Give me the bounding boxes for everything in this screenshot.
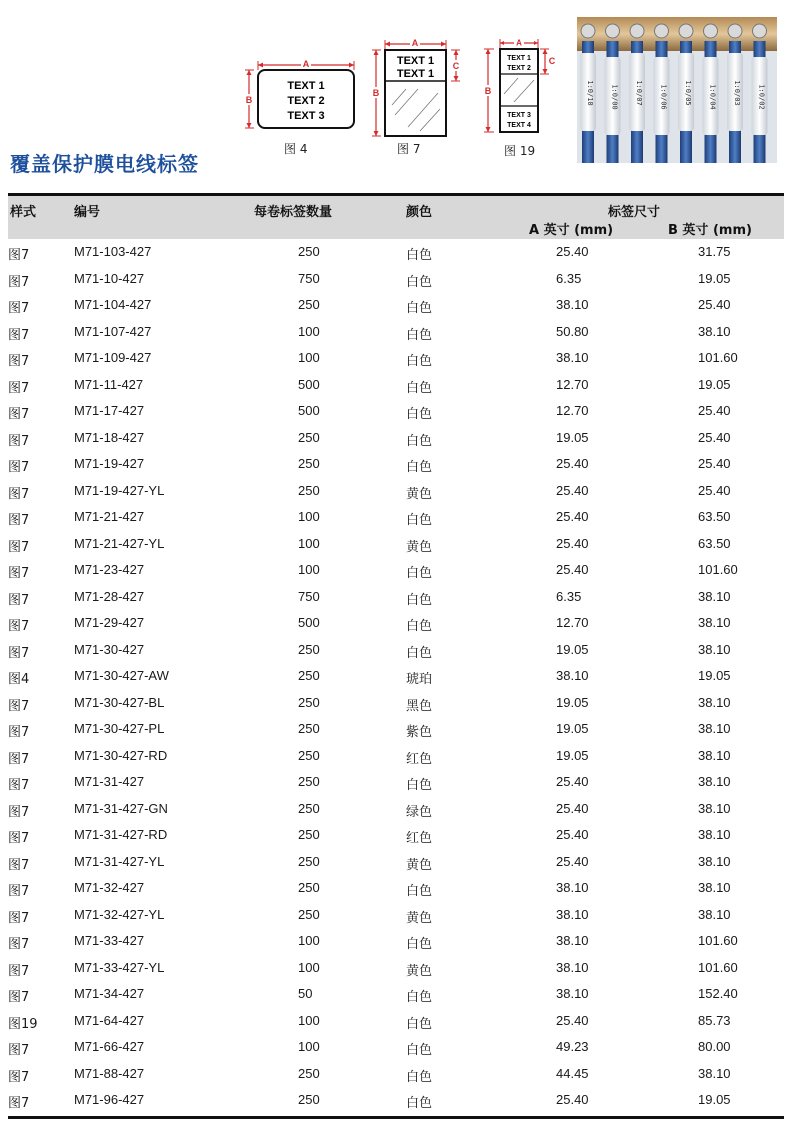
- figure-19-dim-a: A: [516, 38, 522, 48]
- qty-cell: 250: [298, 456, 320, 471]
- table-row: [8, 557, 784, 584]
- terminal-screw: [630, 24, 644, 38]
- color-cell: 白色: [406, 354, 433, 369]
- b-size-cell: 101.60: [698, 933, 738, 948]
- style-cell: 图7: [8, 301, 30, 316]
- table-row: [8, 769, 784, 796]
- a-size-cell: 38.10: [556, 959, 589, 975]
- a-size-cell: 44.45: [556, 1065, 589, 1081]
- table-row: [8, 955, 784, 982]
- color-cell: 红色: [406, 751, 433, 767]
- a-size-cell: 19.05: [556, 641, 589, 657]
- part-no-cell: M71-109-427: [74, 350, 152, 365]
- part-no-cell: M71-34-427: [74, 986, 145, 1001]
- qty-cell: 250: [298, 429, 320, 445]
- a-size-cell: 50.80: [556, 323, 589, 339]
- part-no-cell: M71-31-427-YL: [74, 853, 165, 869]
- b-size-cell: 38.10: [698, 588, 731, 604]
- color-cell: 白色: [406, 380, 433, 396]
- figure-7-diagram: [368, 35, 478, 143]
- terminal-screw: [728, 24, 742, 38]
- part-no-cell: M71-107-427: [74, 323, 152, 339]
- qty-cell: 250: [298, 641, 320, 657]
- marker-text: 1:0/07: [635, 80, 643, 106]
- b-size-cell: 25.40: [698, 456, 731, 471]
- style-cell: 图7: [8, 698, 30, 714]
- terminal-screw: [753, 24, 767, 38]
- header-b-size: B 英寸 (mm): [668, 223, 752, 238]
- marker-text: 1:0/10: [586, 80, 594, 106]
- b-size-cell: 19.05: [698, 1092, 731, 1107]
- a-size-cell: 25.40: [556, 774, 589, 789]
- wire-marker-photo: [577, 17, 777, 163]
- figure-7-line-1: TEXT 1: [396, 55, 435, 67]
- b-size-cell: 19.05: [698, 270, 731, 286]
- color-cell: 紫色: [406, 725, 433, 740]
- table-row: [8, 849, 784, 876]
- part-no-cell: M71-21-427-YL: [74, 535, 165, 551]
- qty-cell: 250: [298, 482, 320, 498]
- table-row: [8, 716, 784, 743]
- color-cell: 白色: [406, 407, 433, 422]
- figure-4-diagram: [240, 56, 360, 136]
- figure-4-line-1: TEXT 1: [287, 80, 325, 92]
- style-cell: 图4: [8, 672, 30, 687]
- part-no-cell: M71-11-427: [74, 376, 144, 392]
- header-size-group: 标签尺寸: [608, 205, 661, 220]
- color-cell: 白色: [406, 327, 433, 343]
- table-top-rule: [8, 193, 784, 196]
- part-no-cell: M71-32-427-YL: [74, 906, 165, 922]
- figure-19-line-1: TEXT 1: [507, 55, 531, 62]
- color-cell: 白色: [406, 566, 433, 581]
- part-no-cell: M71-30-427-RD: [74, 747, 168, 763]
- style-cell: 图7: [8, 645, 30, 661]
- part-no-cell: M71-103-427: [74, 244, 152, 259]
- color-cell: 白色: [406, 937, 433, 952]
- qty-cell: 250: [298, 906, 320, 922]
- table-row: [8, 796, 784, 823]
- qty-cell: 750: [298, 270, 320, 286]
- b-size-cell: 38.10: [698, 774, 731, 789]
- qty-cell: 500: [298, 403, 320, 418]
- color-cell: 白色: [406, 513, 433, 528]
- part-no-cell: M71-30-427-AW: [74, 668, 169, 683]
- b-size-cell: 63.50: [698, 509, 731, 524]
- style-cell: 图7: [8, 407, 30, 422]
- color-cell: 白色: [406, 1043, 433, 1058]
- part-no-cell: M71-66-427: [74, 1039, 145, 1054]
- table-row: [8, 902, 784, 929]
- b-size-cell: 38.10: [698, 827, 731, 842]
- qty-cell: 50: [298, 986, 313, 1001]
- qty-cell: 500: [298, 615, 320, 630]
- style-cell: 图7: [8, 831, 30, 846]
- a-size-cell: 25.40: [556, 456, 589, 471]
- color-cell: 白色: [406, 301, 433, 316]
- part-no-cell: M71-88-427: [74, 1065, 145, 1081]
- style-cell: 图7: [8, 910, 30, 926]
- color-cell: 黄色: [406, 539, 433, 555]
- qty-cell: 250: [298, 297, 320, 312]
- a-size-cell: 19.05: [556, 429, 589, 445]
- style-cell: 图7: [8, 963, 30, 979]
- qty-cell: 100: [298, 959, 320, 975]
- a-size-cell: 12.70: [556, 615, 589, 630]
- color-cell: 黄色: [406, 857, 433, 873]
- a-size-cell: 38.10: [556, 297, 589, 312]
- figure-4-caption: 图 4: [284, 142, 308, 156]
- part-no-cell: M71-30-427-PL: [74, 721, 165, 736]
- part-no-cell: M71-19-427-YL: [74, 482, 165, 498]
- qty-cell: 250: [298, 747, 320, 763]
- figure-4-line-3: TEXT 3: [287, 110, 325, 122]
- table-row: [8, 531, 784, 558]
- a-size-cell: 25.40: [556, 853, 589, 869]
- table-row: [8, 690, 784, 717]
- color-cell: 黄色: [406, 963, 433, 979]
- table-row: [8, 504, 784, 531]
- style-cell: 图7: [8, 354, 30, 369]
- figure-19-dim-b: B: [484, 86, 492, 96]
- section-title: 覆盖保护膜电线标签: [10, 152, 199, 176]
- part-no-cell: M71-30-427-BL: [74, 694, 165, 710]
- style-cell: 图7: [8, 380, 30, 396]
- a-size-cell: 49.23: [556, 1039, 589, 1054]
- figure-7-dim-b: B: [372, 88, 380, 98]
- b-size-cell: 38.10: [698, 694, 731, 710]
- figure-4: [240, 56, 360, 136]
- b-size-cell: 25.40: [698, 403, 731, 418]
- b-size-cell: 25.40: [698, 482, 731, 498]
- a-size-cell: 25.40: [556, 827, 589, 842]
- color-cell: 黑色: [406, 698, 433, 714]
- b-size-cell: 63.50: [698, 535, 731, 551]
- table-row: [8, 372, 784, 399]
- color-cell: 白色: [406, 778, 433, 793]
- qty-cell: 100: [298, 1039, 320, 1054]
- figure-19: [478, 36, 563, 138]
- header-color: 颜色: [406, 205, 433, 220]
- table-row: [8, 266, 784, 293]
- a-size-cell: 25.40: [556, 800, 589, 816]
- b-size-cell: 38.10: [698, 800, 731, 816]
- table-row: [8, 875, 784, 902]
- figure-4-line-2: TEXT 2: [287, 95, 325, 107]
- marker-text: 1:0/04: [708, 84, 717, 110]
- part-no-cell: M71-30-427: [74, 641, 145, 657]
- qty-cell: 100: [298, 350, 320, 365]
- table-row: [8, 425, 784, 452]
- table-row: [8, 584, 784, 611]
- part-no-cell: M71-31-427-GN: [74, 800, 168, 816]
- a-size-cell: 38.10: [556, 880, 589, 895]
- marker-text: 1:0/02: [757, 84, 766, 110]
- color-cell: 白色: [406, 990, 433, 1005]
- table-row: [8, 663, 784, 690]
- style-cell: 图7: [8, 460, 30, 475]
- part-no-cell: M71-33-427: [74, 933, 145, 948]
- color-cell: 白色: [406, 248, 433, 263]
- a-size-cell: 25.40: [556, 1092, 589, 1107]
- qty-cell: 100: [298, 323, 320, 339]
- style-cell: 图7: [8, 937, 30, 952]
- table-header: [8, 193, 784, 239]
- a-size-cell: 25.40: [556, 482, 589, 498]
- color-cell: 白色: [406, 460, 433, 475]
- qty-cell: 100: [298, 1012, 320, 1028]
- b-size-cell: 38.10: [698, 1065, 731, 1081]
- part-no-cell: M71-33-427-YL: [74, 959, 165, 975]
- b-size-cell: 38.10: [698, 853, 731, 869]
- qty-cell: 250: [298, 774, 320, 789]
- style-cell: 图7: [8, 433, 30, 449]
- b-size-cell: 25.40: [698, 297, 731, 312]
- b-size-cell: 80.00: [698, 1039, 731, 1054]
- part-no-cell: M71-31-427-RD: [74, 827, 168, 842]
- qty-cell: 250: [298, 853, 320, 869]
- figure-7-dim-a: A: [411, 38, 419, 48]
- qty-cell: 750: [298, 588, 320, 604]
- b-size-cell: 31.75: [698, 244, 731, 259]
- style-cell: 图7: [8, 619, 30, 634]
- table-row: [8, 398, 784, 425]
- a-size-cell: 38.10: [556, 986, 589, 1001]
- b-size-cell: 101.60: [698, 959, 738, 975]
- a-size-cell: 38.10: [556, 668, 589, 683]
- b-size-cell: 19.05: [698, 376, 731, 392]
- part-no-cell: M71-96-427: [74, 1092, 145, 1107]
- figure-19-caption: 图 19: [504, 144, 536, 158]
- figure-19-dim-c: C: [548, 56, 556, 66]
- b-size-cell: 101.60: [698, 350, 738, 365]
- a-size-cell: 38.10: [556, 906, 589, 922]
- table-row: [8, 610, 784, 637]
- terminal-screw: [704, 24, 718, 38]
- a-size-cell: 12.70: [556, 403, 589, 418]
- b-size-cell: 101.60: [698, 562, 738, 577]
- part-no-cell: M71-17-427: [74, 403, 145, 418]
- qty-cell: 100: [298, 562, 320, 577]
- figure-19-diagram: [478, 36, 563, 138]
- qty-cell: 500: [298, 376, 320, 392]
- part-no-cell: M71-104-427: [74, 297, 152, 312]
- b-size-cell: 38.10: [698, 721, 731, 736]
- table-row: [8, 319, 784, 346]
- table-row: [8, 292, 784, 319]
- style-cell: 图7: [8, 857, 30, 873]
- figure-19-line-3: TEXT 3: [507, 112, 531, 119]
- table-row: [8, 822, 784, 849]
- marker-text: 1:0/00: [610, 84, 619, 110]
- part-no-cell: M71-23-427: [74, 562, 145, 577]
- style-cell: 图7: [8, 751, 30, 767]
- style-cell: 图7: [8, 1043, 30, 1058]
- color-cell: 白色: [406, 274, 433, 290]
- a-size-cell: 19.05: [556, 747, 589, 763]
- part-no-cell: M71-21-427: [74, 509, 145, 524]
- style-cell: 图7: [8, 274, 30, 290]
- color-cell: 黄色: [406, 486, 433, 502]
- a-size-cell: 6.35: [556, 588, 582, 604]
- part-no-cell: M71-31-427: [74, 774, 145, 789]
- a-size-cell: 38.10: [556, 350, 589, 365]
- table-row: [8, 928, 784, 955]
- b-size-cell: 152.40: [698, 986, 738, 1001]
- part-no-cell: M71-64-427: [74, 1012, 145, 1028]
- b-size-cell: 38.10: [698, 880, 731, 895]
- qty-cell: 100: [298, 509, 320, 524]
- table-row: [8, 637, 784, 664]
- b-size-cell: 25.40: [698, 429, 731, 445]
- style-cell: 图7: [8, 486, 30, 502]
- color-cell: 红色: [406, 831, 433, 846]
- table-row: [8, 981, 784, 1008]
- table-row: [8, 239, 784, 266]
- b-size-cell: 85.73: [698, 1012, 731, 1028]
- part-no-cell: M71-32-427: [74, 880, 145, 895]
- style-cell: 图7: [8, 725, 30, 740]
- terminal-screw: [606, 24, 620, 38]
- table-row: [8, 1008, 784, 1035]
- wire-marker-photo-illustration: [577, 17, 777, 163]
- qty-cell: 250: [298, 694, 320, 710]
- table-row: [8, 1061, 784, 1088]
- color-cell: 白色: [406, 1016, 433, 1032]
- b-size-cell: 38.10: [698, 641, 731, 657]
- a-size-cell: 19.05: [556, 721, 589, 736]
- a-size-cell: 25.40: [556, 535, 589, 551]
- a-size-cell: 25.40: [556, 244, 589, 259]
- a-size-cell: 25.40: [556, 509, 589, 524]
- table-row: [8, 1087, 784, 1114]
- style-cell: 图7: [8, 804, 30, 820]
- figure-4-dim-b: B: [245, 95, 253, 105]
- color-cell: 白色: [406, 645, 433, 661]
- style-cell: 图7: [8, 1069, 30, 1085]
- figure-4-dim-a: A: [302, 59, 310, 69]
- figure-19-line-4: TEXT 4: [507, 122, 531, 129]
- a-size-cell: 38.10: [556, 933, 589, 948]
- style-cell: 图7: [8, 990, 30, 1005]
- marker-text: 1:0/05: [684, 80, 692, 106]
- header-part-no: 编号: [74, 205, 101, 220]
- qty-cell: 250: [298, 244, 320, 259]
- part-no-cell: M71-10-427: [74, 270, 145, 286]
- figure-7-line-2: TEXT 1: [396, 68, 435, 80]
- figure-7: [368, 35, 478, 143]
- part-no-cell: M71-19-427: [74, 456, 145, 471]
- color-cell: 白色: [406, 592, 433, 608]
- style-cell: 图7: [8, 248, 30, 263]
- qty-cell: 250: [298, 1092, 320, 1107]
- color-cell: 白色: [406, 1096, 433, 1111]
- style-cell: 图19: [8, 1016, 38, 1032]
- a-size-cell: 12.70: [556, 376, 589, 392]
- header-qty: 每卷标签数量: [254, 205, 333, 220]
- table-bottom-rule: [8, 1116, 784, 1119]
- terminal-screw: [581, 24, 595, 38]
- table-row: [8, 451, 784, 478]
- qty-cell: 100: [298, 535, 320, 551]
- figure-7-caption: 图 7: [397, 142, 421, 156]
- style-cell: 图7: [8, 513, 30, 528]
- qty-cell: 250: [298, 880, 320, 895]
- qty-cell: 250: [298, 827, 320, 842]
- style-cell: 图7: [8, 327, 30, 343]
- color-cell: 琥珀: [406, 672, 433, 687]
- b-size-cell: 38.10: [698, 747, 731, 763]
- a-size-cell: 19.05: [556, 694, 589, 710]
- part-no-cell: M71-18-427: [74, 429, 145, 445]
- table-row: [8, 743, 784, 770]
- color-cell: 绿色: [406, 804, 433, 820]
- style-cell: 图7: [8, 1096, 30, 1111]
- color-cell: 白色: [406, 433, 433, 449]
- marker-text: 1:0/03: [733, 80, 741, 106]
- terminal-screw: [679, 24, 693, 38]
- a-size-cell: 25.40: [556, 1012, 589, 1028]
- part-no-cell: M71-29-427: [74, 615, 145, 630]
- table-row: [8, 478, 784, 505]
- b-size-cell: 38.10: [698, 323, 731, 339]
- table-row: [8, 1034, 784, 1061]
- qty-cell: 250: [298, 800, 320, 816]
- style-cell: 图7: [8, 592, 30, 608]
- table-row: [8, 345, 784, 372]
- b-size-cell: 38.10: [698, 615, 731, 630]
- style-cell: 图7: [8, 778, 30, 793]
- figure-19-line-2: TEXT 2: [507, 65, 531, 72]
- a-size-cell: 6.35: [556, 270, 582, 286]
- style-cell: 图7: [8, 539, 30, 555]
- part-no-cell: M71-28-427: [74, 588, 145, 604]
- qty-cell: 100: [298, 933, 320, 948]
- marker-text: 1:0/06: [659, 84, 668, 110]
- header-a-size: A 英寸 (mm): [529, 223, 614, 238]
- color-cell: 白色: [406, 619, 433, 634]
- b-size-cell: 38.10: [698, 906, 731, 922]
- style-cell: 图7: [8, 884, 30, 899]
- style-cell: 图7: [8, 566, 30, 581]
- color-cell: 白色: [406, 1069, 433, 1085]
- figure-7-dim-c: C: [452, 61, 460, 71]
- qty-cell: 250: [298, 721, 320, 736]
- a-size-cell: 25.40: [556, 562, 589, 577]
- qty-cell: 250: [298, 668, 320, 683]
- qty-cell: 250: [298, 1065, 320, 1081]
- terminal-screw: [655, 24, 669, 38]
- color-cell: 黄色: [406, 910, 433, 926]
- b-size-cell: 19.05: [698, 668, 731, 683]
- header-style: 样式: [10, 205, 37, 220]
- color-cell: 白色: [406, 884, 433, 899]
